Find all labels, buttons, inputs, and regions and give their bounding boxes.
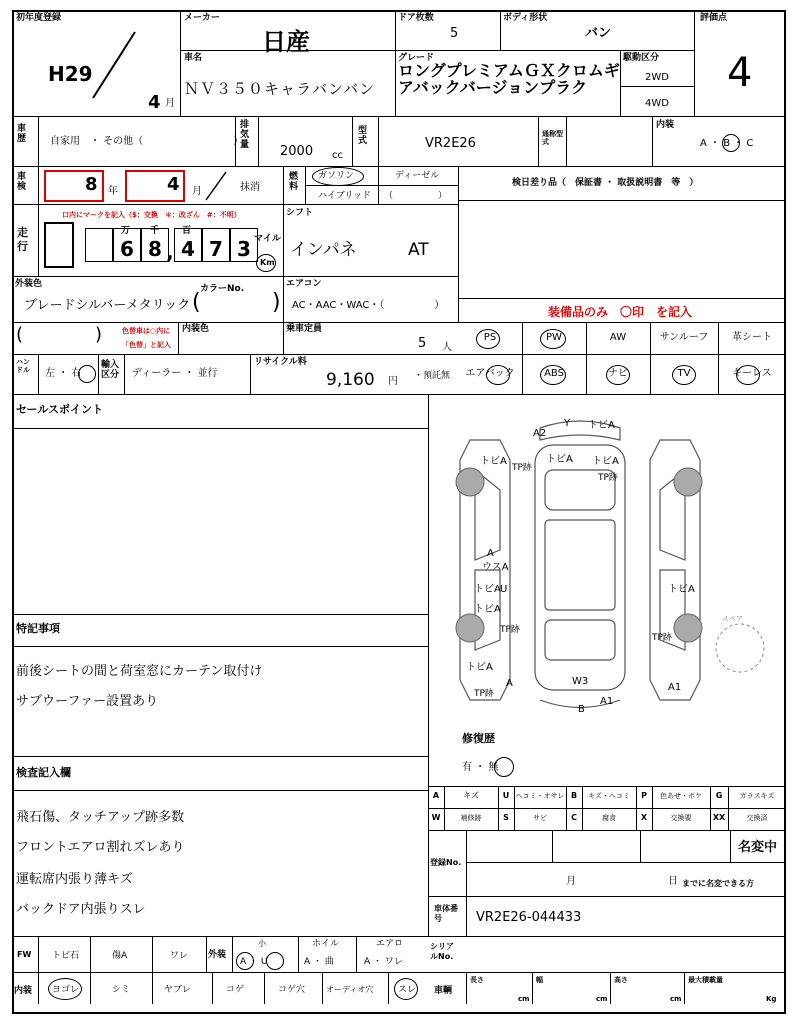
repair-value: 有 ・ 無 — [462, 762, 499, 773]
legend-desc: ガラスキズ — [739, 792, 775, 800]
dmg-tobi-3: トビA — [546, 454, 573, 465]
divider — [620, 86, 694, 87]
divider — [566, 116, 567, 166]
inspection-label: 車検 — [17, 172, 27, 192]
paren-open: ( — [192, 290, 201, 315]
equip-airbag: エアバック — [465, 368, 515, 379]
divider — [283, 322, 284, 354]
dmg-tobi-6: トビA — [474, 604, 501, 615]
chassis-label: 車体番号 — [434, 904, 458, 923]
first-reg-year: H29 — [48, 62, 93, 86]
doors-label: ドア枚数 — [398, 13, 434, 23]
displacement-label: 排気量 — [240, 120, 250, 150]
divider — [283, 166, 284, 276]
slash-mark — [90, 30, 140, 100]
body-shape-value: バン — [585, 26, 612, 41]
mileage-digit-1: 6 — [113, 228, 141, 262]
gaisou-a-circle — [236, 952, 254, 970]
dims-width-unit: cm — [596, 995, 608, 1003]
divider — [532, 972, 533, 1004]
interior-grade-label: 内装 — [656, 120, 675, 130]
divider — [388, 972, 389, 1004]
color-no-label: カラーNo. — [200, 284, 245, 294]
recycle-unit: 円 — [388, 376, 398, 387]
divider — [206, 936, 207, 972]
dims-width: 幅 — [536, 976, 543, 984]
dmg-tobi-7: トビA — [668, 584, 695, 595]
divider — [640, 830, 641, 862]
dmg-tobi-2: トビA — [480, 456, 507, 467]
divider — [12, 936, 786, 937]
inspection-year: 8 — [85, 174, 98, 195]
mileage-comma: , — [166, 240, 174, 264]
divider — [38, 354, 39, 394]
interior-grade-value: A ・ B ・ C — [700, 138, 754, 149]
inspection-cancel: 抹消 — [240, 182, 260, 193]
divider — [12, 276, 458, 277]
dmg-tobi-1: トビA — [588, 420, 615, 431]
divider — [12, 116, 786, 117]
divider — [98, 354, 99, 394]
drive-2wd: 2WD — [645, 72, 669, 83]
divider — [12, 166, 786, 167]
recycle-label: リサイクル料 — [254, 357, 307, 367]
int-yogore: ヨゴレ — [52, 985, 80, 995]
dmg-tp-5: TP跡 — [474, 689, 494, 699]
int-sure: スレ — [398, 985, 417, 995]
interior-grade-circle — [722, 134, 740, 152]
dmg-tp-4: TP跡 — [652, 633, 672, 643]
legend-code: G — [715, 791, 723, 800]
first-reg-month: 4 — [148, 92, 161, 113]
grade-label: グレード — [398, 53, 435, 63]
divider — [395, 10, 396, 50]
legend-desc: ヘコミ・オサレ — [515, 792, 565, 800]
equip-tv-circle — [672, 365, 696, 385]
divider — [12, 790, 428, 791]
inspect-label: 検査記入欄 — [16, 766, 71, 779]
gaisou-small: 小 — [258, 939, 266, 948]
fuel-gasoline: ガソリン — [318, 171, 355, 181]
dmg-w3: W3 — [572, 676, 589, 687]
divider — [12, 646, 428, 647]
divider — [12, 354, 786, 355]
legend-desc: 交換要 — [670, 814, 692, 822]
divider — [352, 116, 353, 166]
equip-ps: PS — [483, 332, 497, 343]
divider — [264, 972, 265, 1004]
serial-label: シリアルNo. — [430, 942, 454, 961]
equip-keyless-circle — [736, 365, 760, 385]
int-yabure: ヤブレ — [164, 985, 191, 995]
car-name-value: ＮＶ３５０キャラバンバン — [184, 80, 375, 98]
dmg-tp-1: TP跡 — [512, 463, 532, 473]
divider — [250, 354, 251, 394]
import-label: 輸入区分 — [101, 360, 120, 380]
divider — [38, 936, 39, 1004]
mileage-digit-5: 3 — [230, 228, 258, 262]
equip-leather: 革シート — [732, 332, 772, 343]
divider — [428, 830, 786, 831]
dmg-a2: A2 — [533, 428, 547, 439]
car-name-label: 車名 — [184, 53, 203, 63]
int-yogore-circle — [48, 978, 82, 1000]
legend-desc: 色あせ・ボケ — [660, 792, 702, 800]
doors-value: 5 — [450, 26, 459, 41]
equip-abs: ABS — [544, 368, 564, 379]
gaisou-u-circle — [266, 952, 284, 970]
history-label: 車歴 — [17, 124, 27, 144]
int-koge: コゲ — [226, 985, 245, 995]
capacity-value: 5 — [418, 336, 427, 351]
mileage-km: Km — [260, 258, 275, 267]
divider — [620, 50, 621, 116]
mileage-mile: マイル — [254, 234, 281, 244]
body-shape-label: ボディ形状 — [503, 13, 548, 23]
legend-code: C — [571, 813, 577, 822]
fuel-label: 燃料 — [289, 172, 299, 192]
divider — [12, 614, 428, 615]
divider — [180, 50, 694, 51]
inspection-month-unit: 月 — [192, 186, 202, 197]
shift-value: インパネ — [290, 240, 357, 260]
dmg-a: A — [487, 548, 494, 559]
maker-label: メーカー — [184, 13, 220, 23]
dmg-tobi-5: トビA — [474, 584, 501, 595]
gaisou-label: 外装 — [208, 950, 227, 960]
reg-month: 月 — [566, 876, 576, 887]
mileage-note: 口内にマークを記入（$：交換 ＊：改ざん #：不明） — [62, 211, 241, 219]
divider — [283, 276, 284, 322]
divider — [12, 972, 786, 973]
drive-label: 駆動区分 — [623, 53, 660, 63]
dmg-y: Y — [564, 418, 571, 429]
divider — [500, 10, 501, 50]
recycle-value: 9,160 — [326, 370, 375, 390]
color-change-note2: 「色替」と記入 — [122, 341, 171, 349]
divider — [458, 200, 786, 201]
special-line2: サブウーファー設置あり — [16, 694, 159, 709]
dims-load: 最大積載量 — [688, 976, 723, 984]
dims-length-unit: cm — [518, 995, 530, 1003]
legend-code: U — [502, 791, 510, 800]
shift-label: シフト — [286, 208, 314, 218]
int-row-label: 内装 — [14, 986, 33, 996]
mileage-sen: 千 — [150, 226, 160, 236]
legend-desc: 腐食 — [602, 814, 616, 822]
mileage-hyaku: 百 — [182, 226, 192, 236]
divider — [178, 322, 179, 354]
legend-desc: キズ — [463, 791, 479, 800]
legend-code: XX — [712, 813, 726, 822]
equip-navi-circle — [606, 365, 630, 385]
divider — [458, 298, 786, 299]
recycle-deposit: ・預託無 — [414, 371, 451, 381]
int-shimi: シミ — [112, 985, 131, 995]
first-reg-month-unit: 月 — [165, 98, 175, 109]
fw-label: FW — [17, 950, 32, 959]
legend-code: P — [641, 791, 647, 800]
equip-airbag-circle — [486, 365, 510, 385]
aero-label: エアロ — [376, 939, 404, 949]
divider — [232, 936, 233, 972]
int-kogeana: コゲ穴 — [278, 985, 306, 995]
dmg-a-rear: A — [506, 678, 513, 689]
divider — [124, 354, 125, 394]
inspection-month: 4 — [167, 174, 180, 195]
divider — [258, 116, 259, 166]
equip-navi: ナビ — [608, 368, 628, 379]
common-model-label: 通称型式 — [542, 130, 563, 146]
special-label: 特記事項 — [16, 622, 60, 635]
divider — [428, 896, 786, 897]
special-line1: 前後シートの間と荷室窓にカーテン取付け — [16, 664, 263, 679]
int-color-label: 内装色 — [182, 324, 210, 334]
model-value: VR2E26 — [425, 136, 476, 151]
divider — [298, 936, 299, 972]
grade-value: ロングプレミアムＧＸクロムギアバックバージョンプラク — [398, 61, 620, 97]
mileage-digit-2: 8 — [141, 228, 169, 262]
equip-abs-circle — [540, 365, 566, 385]
aero-value: A ・ ワレ — [364, 957, 403, 967]
divider — [378, 116, 379, 166]
dmg-b: B — [578, 704, 585, 715]
import-value: ディーラー ・ 並行 — [132, 368, 218, 379]
divider — [466, 862, 786, 863]
divider — [38, 166, 39, 204]
handle-label: ハンドル — [16, 358, 30, 374]
divider — [652, 116, 653, 166]
first-reg-label: 初年度登録 — [16, 13, 62, 23]
divider — [90, 936, 91, 1004]
divider — [610, 972, 611, 1004]
divider — [730, 830, 731, 862]
dims-height: 高さ — [614, 976, 628, 984]
divider — [12, 756, 428, 757]
gaisou-au: A ・ U — [240, 957, 268, 967]
aircon-label: エアコン — [286, 279, 322, 289]
divider — [684, 972, 685, 1004]
mileage-digit-3: 4 — [174, 228, 202, 262]
dmg-tp-2: TP跡 — [598, 473, 618, 483]
grade-score-label: 評価点 — [700, 13, 728, 23]
paren-close: ) — [95, 324, 103, 345]
divider — [322, 972, 323, 1004]
fuel-gasoline-circle — [312, 167, 364, 186]
mileage-label: 走行 — [17, 226, 28, 253]
divider — [152, 936, 153, 1004]
equip-tv: TV — [677, 368, 691, 379]
displacement-value: 2000 — [280, 144, 314, 159]
legend-desc: サビ — [533, 814, 547, 822]
dmg-tobi-4: トビA — [592, 456, 619, 467]
paren-close: ) — [272, 290, 281, 315]
legend-desc: 交換済 — [746, 814, 768, 822]
equip-pw-circle — [540, 329, 566, 349]
name-change: 名変中 — [738, 840, 778, 855]
equip-sunroof: サンルーフ — [659, 332, 709, 343]
divider — [212, 972, 213, 1004]
mileage-km-circle — [256, 254, 276, 272]
mileage-digit-0 — [44, 222, 74, 268]
divider — [466, 830, 467, 896]
legend-code: B — [570, 791, 578, 800]
sales-point-label: セールスポイント — [16, 403, 104, 416]
divider — [428, 394, 429, 936]
inspect-line1: 飛石傷、タッチアップ跡多数 — [16, 810, 185, 825]
equip-aw: AW — [609, 332, 627, 343]
int-audio: オーディオ穴 — [326, 985, 374, 994]
mileage-digit-blank — [85, 228, 113, 262]
included-items-label: 検日差り品（ 保証書 ・ 取扱説明書 等 ） — [512, 178, 699, 188]
ext-color-value: ブレードシルバーメタリック — [24, 298, 191, 313]
maker-value: 日産 — [262, 28, 310, 56]
dmg-u: U — [500, 584, 508, 595]
color-change-note1: 色替車は○内に — [122, 327, 171, 335]
divider — [552, 830, 553, 862]
fw-kizu: 傷A — [112, 951, 128, 961]
fuel-other: （ ） — [384, 191, 448, 201]
fuel-hybrid: ハイブリッド — [318, 191, 372, 201]
mileage-digit-4: 7 — [202, 228, 230, 262]
inspection-year-unit: 年 — [108, 186, 118, 197]
shift-type: AT — [408, 240, 429, 260]
dims-length: 長さ — [470, 976, 484, 984]
divider — [12, 428, 428, 429]
legend-code: X — [640, 813, 648, 822]
divider — [356, 936, 357, 972]
registration-label: 登録No. — [430, 858, 462, 867]
divider — [180, 10, 181, 116]
mileage-man: 万 — [121, 226, 131, 236]
capacity-unit: 人 — [442, 342, 452, 353]
dmg-usu-a: ウスA — [482, 562, 509, 573]
dmg-tobi-8: トビA — [466, 662, 493, 673]
fuel-diesel: ディーゼル — [395, 171, 440, 181]
dmg-a1-right: A1 — [668, 682, 682, 693]
divider — [466, 972, 467, 1004]
divider — [395, 50, 396, 116]
ext-color-label: 外装色 — [15, 279, 43, 289]
paren-open: ( — [16, 324, 24, 345]
legend-code: W — [431, 813, 441, 822]
grade-score-value: 4 — [727, 50, 753, 96]
wheel-value: A ・ 曲 — [304, 957, 334, 967]
wheel-label: ホイル — [312, 939, 340, 949]
equip-title: 装備品のみ 〇印 を記入 — [548, 305, 693, 319]
capacity-label: 乗車定員 — [286, 324, 323, 334]
model-label: 型式 — [358, 126, 368, 146]
drive-4wd: 4WD — [645, 98, 669, 109]
inspect-line4: バックドア内張りスレ — [16, 902, 146, 917]
fw-ware: ワレ — [170, 951, 189, 961]
inspect-line2: フロントエアロ割れズレあり — [16, 840, 185, 855]
divider — [694, 10, 695, 116]
dmg-tp-3: TP跡 — [500, 625, 520, 635]
dmg-a1-rear: A1 — [600, 696, 614, 707]
fw-tobi: トビ石 — [52, 951, 80, 961]
dims-load-unit: Kg — [766, 995, 777, 1003]
legend-desc: キズ・ヘコミ — [588, 792, 630, 800]
legend-desc: 補修跡 — [460, 814, 482, 822]
int-sure-circle — [394, 978, 418, 1000]
divider — [466, 896, 467, 936]
equip-pw: PW — [546, 332, 562, 343]
divider — [12, 322, 786, 323]
inspect-line3: 運転席内張り薄キズ — [16, 872, 133, 887]
repair-label: 修復歴 — [462, 732, 495, 745]
handle-right-circle — [78, 365, 96, 383]
slash-mark — [204, 170, 228, 202]
legend-code: A — [432, 791, 440, 800]
reg-day: 日 — [668, 876, 678, 887]
spare-label: スペア — [722, 615, 743, 623]
divider — [38, 116, 39, 166]
legend-code: S — [503, 813, 509, 822]
dims-label: 車輌 — [434, 986, 453, 996]
dims-height-unit: cm — [670, 995, 682, 1003]
repair-none-circle — [494, 757, 514, 777]
aircon-value: AC・AAC・WAC・（ ） — [292, 300, 445, 311]
divider — [538, 116, 539, 166]
chassis-value: VR2E26-044433 — [476, 910, 582, 925]
divider — [38, 204, 39, 276]
displacement-unit: cc — [332, 150, 343, 161]
handle-value: 左 ・ 右 — [45, 368, 82, 379]
divider — [12, 204, 458, 205]
history-value: 自家用 ・ その他（ ） — [50, 136, 244, 147]
reg-deadline: までに名変できる方 — [682, 879, 754, 888]
equip-ps-circle — [476, 329, 500, 349]
equip-keyless: キーレス — [732, 368, 772, 379]
divider — [12, 394, 786, 395]
